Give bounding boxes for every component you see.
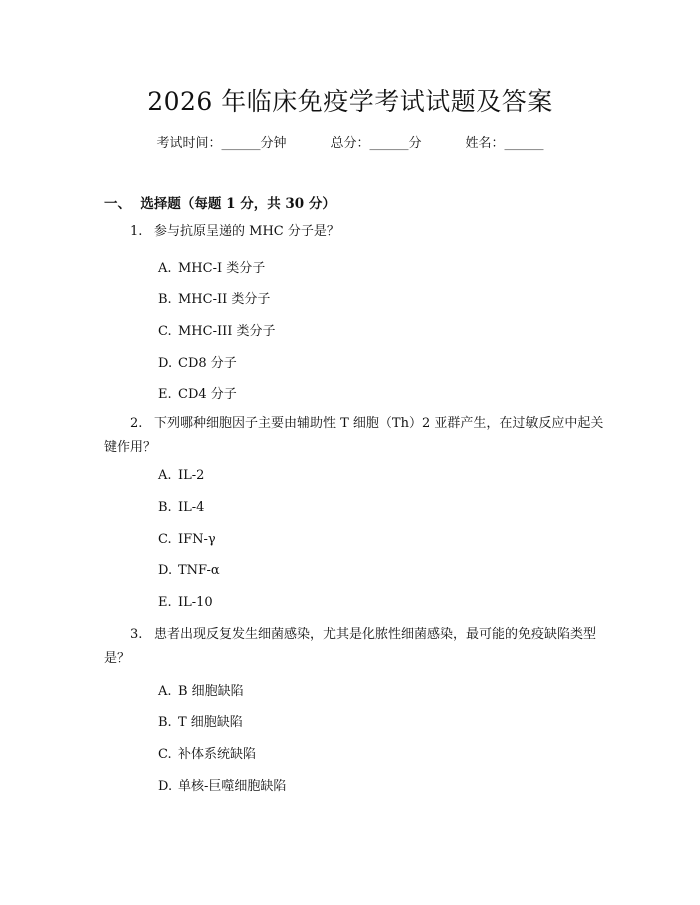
question-number: 1. [130, 224, 143, 239]
question-3 [104, 623, 604, 671]
option-text: MHC-I 类分子 [178, 261, 266, 276]
question-text: 参与抗原呈递的 MHC 分子是？ [154, 224, 340, 239]
option-letter: D. [158, 356, 173, 371]
option-text: MHC-II 类分子 [178, 292, 271, 307]
option-text: IL-10 [178, 595, 213, 610]
option-text: CD8 分子 [178, 356, 237, 371]
page-title: 2026 年临床免疫学考试试题及答案 [147, 87, 553, 116]
option-text: 补体系统缺陷 [178, 747, 257, 762]
option-text: B 细胞缺陷 [178, 684, 244, 699]
option-1b [158, 288, 270, 307]
exam-time-field: 考试时间：______分钟 [156, 136, 287, 151]
option-letter: A. [158, 261, 172, 276]
option-2b [158, 500, 204, 515]
question-number: 2. [130, 416, 143, 431]
option-letter: E. [158, 387, 172, 402]
option-3c [158, 743, 256, 762]
option-letter: E. [158, 595, 172, 610]
total-score-field: 总分：______分 [330, 136, 422, 151]
option-2d [158, 563, 220, 578]
option-text: IFN-γ [178, 532, 216, 547]
question-text: 下列哪种细胞因子主要由辅助性 T 细胞（Th）2 亚群产生，在过敏反应中起关键作用？ [104, 416, 604, 455]
option-3b [158, 711, 243, 730]
option-letter: B. [158, 292, 172, 307]
option-letter: D. [158, 563, 173, 578]
option-3d [158, 775, 286, 794]
option-text: IL-4 [178, 500, 205, 515]
option-1a [158, 257, 265, 276]
option-letter: B. [158, 500, 172, 515]
question-text: 患者出现反复发生细菌感染，尤其是化脓性细菌感染，最可能的免疫缺陷类型是？ [104, 627, 597, 666]
option-letter: D. [158, 779, 173, 794]
option-letter: B. [158, 715, 172, 730]
option-letter: C. [158, 747, 172, 762]
option-2e [158, 595, 213, 610]
option-1e [158, 383, 237, 402]
question-number: 3. [130, 627, 143, 642]
section-heading: 一、 选择题（每题 1 分，共 30 分） [104, 196, 336, 212]
name-field: 姓名：______ [465, 136, 544, 151]
option-1d [158, 352, 237, 371]
option-text: 单核-巨噬细胞缺陷 [178, 779, 287, 794]
option-letter: C. [158, 532, 172, 547]
option-2c [158, 532, 216, 547]
option-2a [158, 468, 204, 483]
option-text: IL-2 [178, 468, 205, 483]
option-1c [158, 320, 276, 339]
option-letter: A. [158, 468, 172, 483]
option-letter: C. [158, 324, 172, 339]
option-letter: A. [158, 684, 172, 699]
exam-info-line [0, 132, 700, 151]
option-text: TNF-α [178, 563, 220, 578]
option-text: CD4 分子 [178, 387, 237, 402]
option-3a [158, 680, 244, 699]
option-text: MHC-III 类分子 [178, 324, 276, 339]
question-2 [104, 412, 604, 460]
option-text: T 细胞缺陷 [178, 715, 243, 730]
question-1 [104, 220, 604, 244]
